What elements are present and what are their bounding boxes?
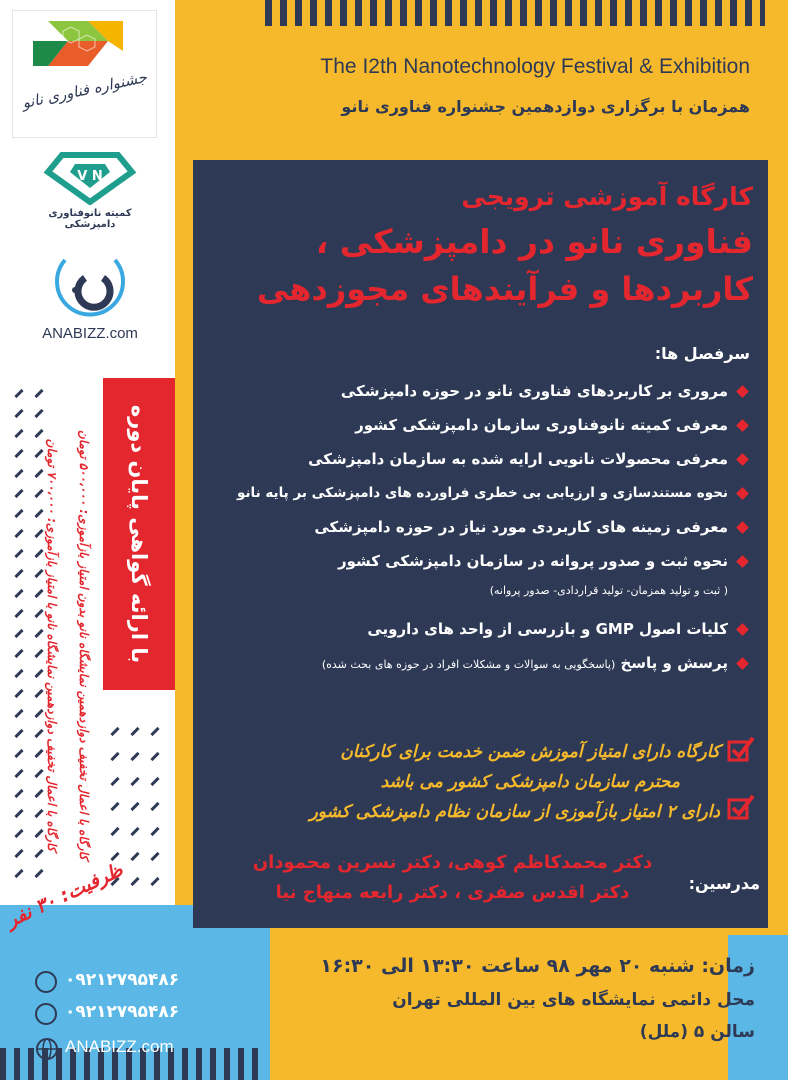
capacity-text: ظرفیت: ۳۰ نفر (3, 858, 127, 932)
diamond-bullet-icon (736, 657, 749, 670)
globe-icon (35, 1037, 59, 1061)
teachers-label: مدرسین: (688, 874, 760, 893)
syllabus-item: نحوه مستندسازی و ارزیابی بی خطری فراورده های دامپزشکی بر پایه نانو (205, 476, 750, 510)
diamond-bullet-icon (736, 555, 749, 568)
diamond-bullet-icon (736, 623, 749, 636)
syllabus-title: سرفصل ها: (654, 344, 750, 363)
diamond-bullet-icon (736, 487, 749, 500)
festival-title-en: The I2th Nanotechnology Festival & Exhibition (320, 55, 750, 78)
event-place-line2: سالن ۵ (ملل) (639, 1022, 755, 1042)
teachers-names (240, 848, 665, 908)
perk-line1: کارگاه دارای امتیاز آموزش ضمن خدمت برای کارکنان (340, 742, 720, 762)
diamond-bullet-icon (736, 521, 749, 534)
diamond-bullet-icon (736, 419, 749, 432)
discount-without-credit: کارگاه با اعمال تخفیف دوازدهمین نمایشگاه نانو بدون امتیاز بازآموزی: ۵۰۰،۰۰۰ تومان (77, 430, 91, 860)
whatsapp-contact[interactable]: ۰۹۲۱۲۷۹۵۴۸۶ (35, 1000, 235, 1030)
whatsapp-icon (35, 1003, 57, 1025)
committee-logo (40, 150, 140, 240)
syllabus-item: معرفی کمیته نانوفناوری سازمان دامپزشکی کشور (205, 408, 750, 442)
diamond-bullet-icon (736, 385, 749, 398)
festival-logo (12, 10, 157, 138)
event-time: زمان: شنبه ۲۰ مهر ۹۸ ساعت ۱۳:۳۰ الی ۱۶:۳۰ (320, 955, 755, 977)
diamond-bullet-icon (736, 453, 749, 466)
committee-logo-icon (40, 150, 140, 205)
workshop-title-line2: کاربردها و فرآیندهای مجوزدهی (256, 270, 753, 308)
top-stripes (265, 0, 765, 26)
syllabus-item: معرفی محصولات نانویی ارایه شده به سازمان دامپزشکی (205, 442, 750, 476)
workshop-title-line1: فناوری نانو در دامپزشکی ، (315, 222, 753, 261)
event-place-line1: محل دائمی نمایشگاه های بین المللی تهران (392, 990, 755, 1010)
check-icon (727, 794, 755, 820)
teachers-line2: دکتر اقدس صفری ، دکتر رابعه منهاج نیا (275, 882, 630, 903)
certificate-text: با ارائه گواهی پایان دوره (127, 404, 151, 664)
phone-contact-1[interactable]: ۰۹۲۱۲۷۹۵۴۸۶ (35, 968, 235, 998)
syllabus-item: کلیات اصول GMP و بازرسی از واحد های دارویی (205, 612, 750, 646)
syllabus-list (205, 374, 750, 680)
teachers-line1: دکتر محمدکاظم کوهی، دکتر نسرین محمودان (252, 852, 653, 873)
syllabus-item: پرسش و پاسخ (پاسخگویی به سوالات و مشکلات افراد در حوزه های بحث شده) (205, 646, 750, 680)
perk-line3: دارای ۲ امتیاز بازآموزی از سازمان نظام دامپزشکی کشور (309, 802, 720, 822)
syllabus-item: معرفی زمینه های کاربردی مورد نیاز در حوزه دامپزشکی (205, 510, 750, 544)
anabizz-logo-icon (45, 248, 135, 323)
workshop-subtitle: کارگاه آموزشی ترویجی (461, 182, 753, 211)
committee-logo-text: کمیته نانوفناوری دامپزشکی (48, 208, 132, 230)
website-link[interactable]: ANABIZZ.com (65, 1037, 174, 1056)
syllabus-item: مروری بر کاربردهای فناوری نانو در حوزه دامپزشکی (205, 374, 750, 408)
discount-with-credit: کارگاه با اعمال تخفیف دوازدهمین نمایشگاه نانو با امتیاز بازآموزی: ۷۰۰،۰۰۰ تومان (45, 438, 59, 852)
festival-subtitle-fa: همزمان با برگزاری دوازدهمین جشنواره فناوری نانو (341, 97, 750, 116)
phone-icon (35, 971, 57, 993)
syllabus-item: نحوه ثبت و صدور پروانه در سازمان دامپزشکی کشور (205, 544, 750, 578)
syllabus-note: ( ثبت و تولید همزمان- تولید قراردادی- صدور پروانه) (489, 584, 728, 597)
anabizz-label: ANABIZZ.com (42, 325, 138, 342)
check-icon (727, 736, 755, 762)
festival-logo-text: جشنواره فناوری نانو (20, 68, 149, 112)
svg-text:V N: V N (77, 169, 103, 184)
perk-line2: محترم سازمان دامپزشکی کشور می باشد (380, 772, 680, 792)
